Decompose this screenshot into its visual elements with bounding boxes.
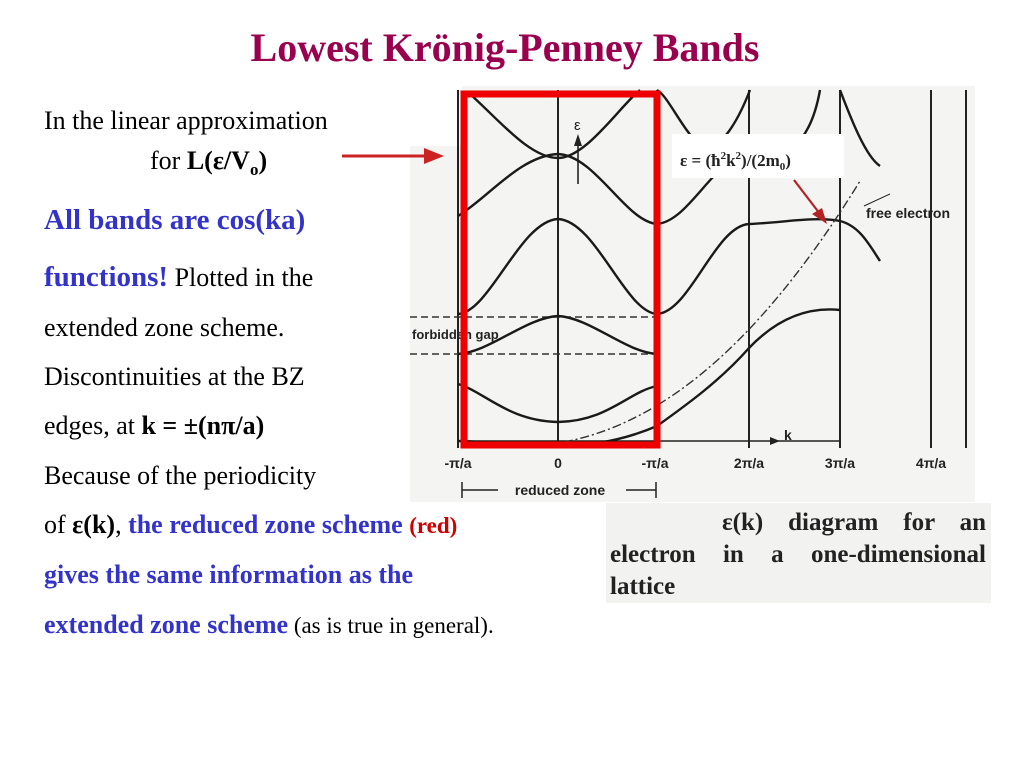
- text-line-1: In the linear approximation: [44, 106, 328, 135]
- text-line-3: All bands are cos(ka): [44, 204, 306, 236]
- text-line-2-a: for: [150, 146, 187, 175]
- tick-label-2pi: 2π/a: [733, 455, 765, 471]
- formula-sup-2: 2: [735, 150, 742, 162]
- tick-label-neg-pi: -π/a: [444, 455, 472, 471]
- formula-sup-1: 2: [720, 150, 727, 162]
- pointer-arrow-head: [424, 148, 444, 164]
- text-line-8: Because of the periodicity: [44, 461, 317, 490]
- tick-label-pi: -π/a: [641, 455, 669, 471]
- slide-title: Lowest Krönig-Penney Bands: [250, 25, 760, 70]
- text-line-4-b: Plotted in the: [168, 263, 314, 292]
- text-line-9: [44, 510, 457, 541]
- formula-text: [680, 150, 791, 173]
- band-structure-diagram: [410, 86, 975, 502]
- text-line-7-b: k = ±(nπ/a): [141, 411, 265, 440]
- formula-part-a: ε = (ħ: [680, 151, 721, 170]
- caption-line-1: ε(k) diagram for an: [722, 509, 986, 536]
- text-line-9-c: ,: [115, 510, 129, 539]
- text-line-11-a: extended zone scheme: [44, 610, 289, 639]
- formula-part-g: ): [785, 151, 791, 170]
- k-axis-label: k: [784, 427, 792, 443]
- tick-label-zero: 0: [554, 455, 562, 471]
- formula-part-e: )/(2m: [741, 151, 780, 170]
- free-electron-label: free electron: [866, 205, 951, 221]
- formula-part-c: k: [726, 151, 736, 170]
- text-line-11: [44, 610, 494, 641]
- caption-line-2: electron in a one-dimensional: [610, 541, 986, 568]
- text-line-2: [150, 146, 267, 185]
- text-line-9-b: ε(k): [72, 510, 116, 539]
- text-line-7: [44, 411, 264, 441]
- text-line-2-sub: o: [249, 160, 259, 180]
- text-line-9-a: of: [44, 510, 73, 539]
- diagram-clear-corner: [410, 86, 462, 146]
- text-line-2-d: ): [258, 146, 268, 175]
- figure-caption: [606, 503, 991, 603]
- reduced-zone-label: reduced zone: [514, 482, 606, 498]
- text-line-6: Discontinuities at the BZ: [44, 362, 305, 391]
- text-line-2-b: L(ε/V: [186, 146, 250, 175]
- epsilon-label: ε: [574, 117, 581, 134]
- text-line-4-a: functions!: [44, 261, 169, 293]
- formula-sub: 0: [779, 161, 786, 173]
- caption-line-3: lattice: [610, 573, 676, 600]
- text-line-7-a: edges, at: [44, 411, 142, 440]
- tick-label-4pi: 4π/a: [915, 455, 947, 471]
- text-line-9-d: the reduced zone scheme: [128, 510, 410, 539]
- text-line-11-b: (as is true in general).: [288, 613, 494, 638]
- text-line-9-e: (red): [409, 513, 458, 538]
- pointer-arrow: [340, 144, 446, 168]
- text-line-4: [44, 262, 313, 293]
- text-line-10: gives the same information as the: [44, 560, 414, 589]
- forbidden-gap-label: forbidden gap: [412, 327, 499, 342]
- text-line-5: extended zone scheme.: [44, 313, 285, 342]
- tick-label-3pi: 3π/a: [824, 455, 856, 471]
